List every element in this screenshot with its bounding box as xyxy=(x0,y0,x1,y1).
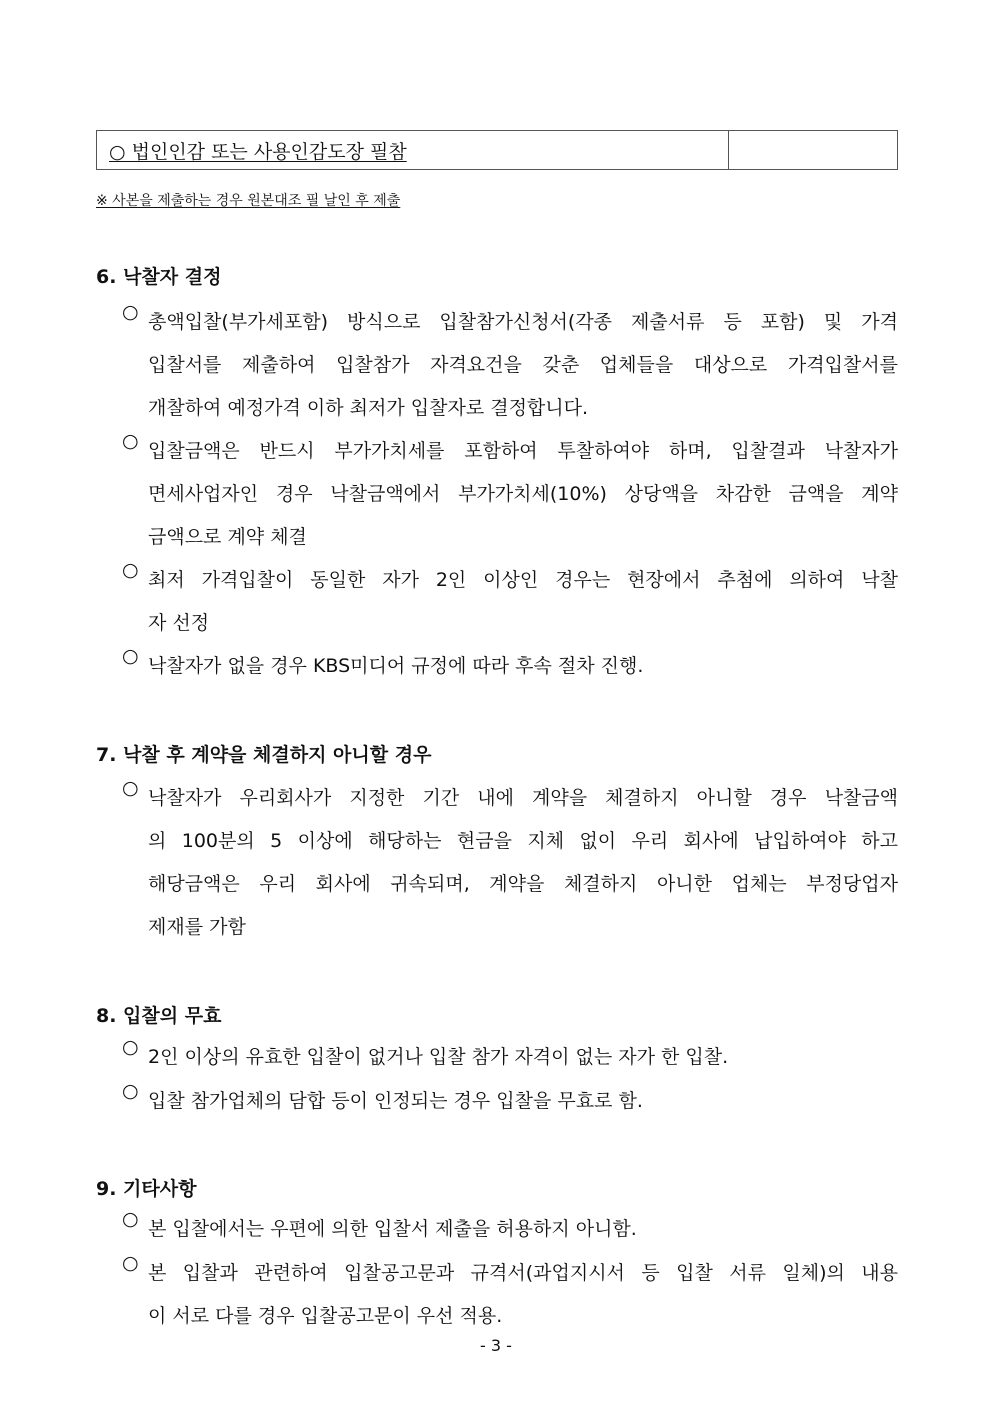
bullet-icon: ○ xyxy=(122,430,139,452)
section-heading: 6. 낙찰자 결정 xyxy=(96,266,222,288)
item-line: 본 입찰과 관련하여 입찰공고문과 규격서(과업지시서 등 입찰 서류 일체)의 내용 xyxy=(148,1262,898,1284)
section-heading: 8. 입찰의 무효 xyxy=(96,1005,222,1027)
bullet-icon: ○ xyxy=(122,1036,139,1058)
item-line: 해당금액은 우리 회사에 귀속되며, 계약을 체결하지 아니한 업체는 부정당업자 xyxy=(148,873,898,895)
requirement-cell xyxy=(97,131,729,169)
list-item xyxy=(122,1036,898,1079)
section-heading: 9. 기타사항 xyxy=(96,1178,197,1200)
list-item xyxy=(122,777,898,949)
item-line: 낙찰자가 우리회사가 지정한 기간 내에 계약을 체결하지 아니할 경우 낙찰금액 xyxy=(148,787,898,809)
bullet-icon: ○ xyxy=(122,559,139,581)
item-line: 2인 이상의 유효한 입찰이 없거나 입찰 참가 자격이 없는 자가 한 입찰. xyxy=(148,1046,729,1068)
item-line: 입찰금액은 반드시 부가가치세를 포함하여 투찰하여야 하며, 입찰결과 낙찰자가 xyxy=(148,440,898,462)
page-number: - 3 - xyxy=(480,1336,512,1355)
list-item xyxy=(122,1252,898,1338)
item-line: 최저 가격입찰이 동일한 자가 2인 이상인 경우는 현장에서 추첨에 의하여 낙찰 xyxy=(148,569,898,591)
item-line: 제재를 가함 xyxy=(148,916,246,938)
list-item xyxy=(122,559,898,645)
bullet-icon: ○ xyxy=(122,1252,139,1274)
list-item xyxy=(122,1208,898,1251)
bullet-icon: ○ xyxy=(122,301,139,323)
list-item xyxy=(122,301,898,430)
item-line: 입찰서를 제출하여 입찰참가 자격요건을 갖춘 업체들을 대상으로 가격입찰서를 xyxy=(148,354,898,376)
item-line: 이 서로 다를 경우 입찰공고문이 우선 적용. xyxy=(148,1305,503,1327)
list-item xyxy=(122,645,898,688)
item-line: 개찰하여 예정가격 이하 최저가 입찰자로 결정합니다. xyxy=(148,397,589,419)
item-line: 낙찰자가 없을 경우 KBS미디어 규정에 따라 후속 절차 진행. xyxy=(148,655,644,677)
list-item xyxy=(122,1080,898,1123)
copy-note-text: ※ 사본을 제출하는 경우 원본대조 필 날인 후 제출 xyxy=(96,193,401,209)
item-line: 금액으로 계약 체결 xyxy=(148,526,307,548)
bullet-icon: ○ xyxy=(122,1208,139,1230)
list-item xyxy=(122,430,898,559)
section-heading: 7. 낙찰 후 계약을 체결하지 아니할 경우 xyxy=(96,744,432,766)
copy-note xyxy=(96,190,400,210)
requirement-table xyxy=(96,130,898,170)
requirement-empty-cell xyxy=(729,131,897,169)
item-line: 자 선정 xyxy=(148,612,210,634)
item-line: 본 입찰에서는 우편에 의한 입찰서 제출을 허용하지 아니함. xyxy=(148,1218,637,1240)
item-line: 의 100분의 5 이상에 해당하는 현금을 지체 없이 우리 회사에 납입하여야 하고 xyxy=(148,830,898,852)
item-line: 총액입찰(부가세포함) 방식으로 입찰참가신청서(각종 제출서류 등 포함) 및 가격 xyxy=(148,311,898,333)
item-line: 면세사업자인 경우 낙찰금액에서 부가가치세(10%) 상당액을 차감한 금액을 계약 xyxy=(148,483,898,505)
bullet-icon: ○ xyxy=(122,777,139,799)
bullet-icon: ○ xyxy=(122,1080,139,1102)
bullet-icon: ○ xyxy=(122,645,139,667)
requirement-text: ○ 법인인감 또는 사용인감도장 필참 xyxy=(109,140,407,163)
item-line: 입찰 참가업체의 담합 등이 인정되는 경우 입찰을 무효로 함. xyxy=(148,1090,643,1112)
